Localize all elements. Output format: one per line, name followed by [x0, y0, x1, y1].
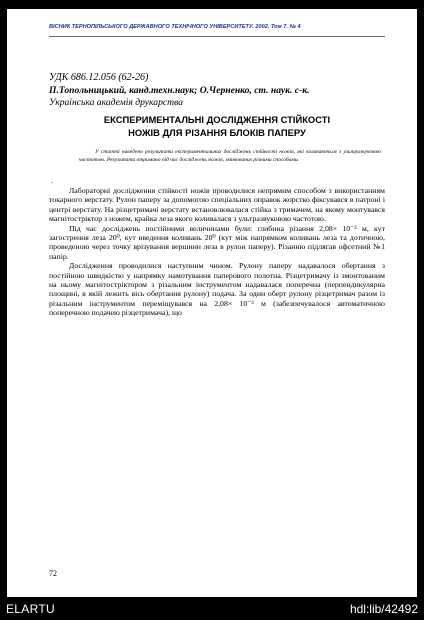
paragraph: Під час досліджень постійними величинами були: глибина різання 2,08× 10⁻³ м, кут загострення леза 20⁰, кут введення коливань 20⁰ (кут між напрямком коливань леза та дотичною, проведеною через точку врізування вершини леза в рулон паперу). Різанню підлягав офсетний №1 папір.	[49, 223, 385, 261]
udk-code: УДК 686.12.056 (62-26)	[49, 72, 149, 83]
article-body	[49, 186, 385, 318]
authors: П.Топольницький, канд.техн.наук; О.Черненко, ст. наук. с-к.	[49, 85, 310, 96]
handle-link[interactable]: hdl:lib/42492	[349, 602, 418, 616]
journal-header: ВІСНИК ТЕРНОПІЛЬСЬКОГО ДЕРЖАВНОГО ТЕХНІЧНОГО УНІВЕРСИТЕТУ. 2002. Том 7. № 4	[49, 24, 301, 30]
abstract: У статті наведено результати експериментальних досліджень стійкості ножів, які коливаються з ультразвуковою частотою. Результати отримано під час досліджень ножів, змінюваних різними способами.	[79, 149, 381, 163]
paragraph: Дослідження проводилися наступним чином. Рулону паперу надавалося обертання з постійною швидкістю у напрямку намотування паперового полотна. Різцетримачу із змонтованим на ньому магнітостріктором з різальним інструментом надавалася поперечна (перпендикулярна площині, в якій лежить вісь обертання рулону) подача. За один оберт рулону різцетримач разом із різальним інструментом переміщувався на 2,08× 10⁻³ м (забезпечувалося автоматичною поперечною подачею різцетримача), що	[49, 261, 385, 318]
paragraph: Лабораторні дослідження стійкості ножів проводилися непрямим способом з використанням токарного верстату. Рулон паперу за допомогою спеціальних оправок жорстко фіксувався в патроні і центрі верстату. На різцетримачі верстату встановлювалася стійка з тримачем, на якому монтувався магнітостріктор з ножем, крайка леза якого коливалася з ультразвуковою частотою.	[49, 186, 385, 224]
article-title	[57, 113, 377, 139]
page-number: 72	[49, 569, 57, 578]
separator-dot: .	[51, 177, 53, 185]
title-line-1: ЕКСПЕРИМЕНТАЛЬНІ ДОСЛІДЖЕННЯ СТІЙКОСТІ	[103, 114, 331, 125]
document-page	[6, 8, 418, 598]
header-rule	[49, 36, 385, 37]
title-line-2: НОЖІВ ДЛЯ РІЗАННЯ БЛОКІВ ПАПЕРУ	[128, 127, 306, 138]
affiliation: Українська академія друкарства	[49, 97, 183, 108]
repository-name: ELARTU	[6, 602, 55, 616]
